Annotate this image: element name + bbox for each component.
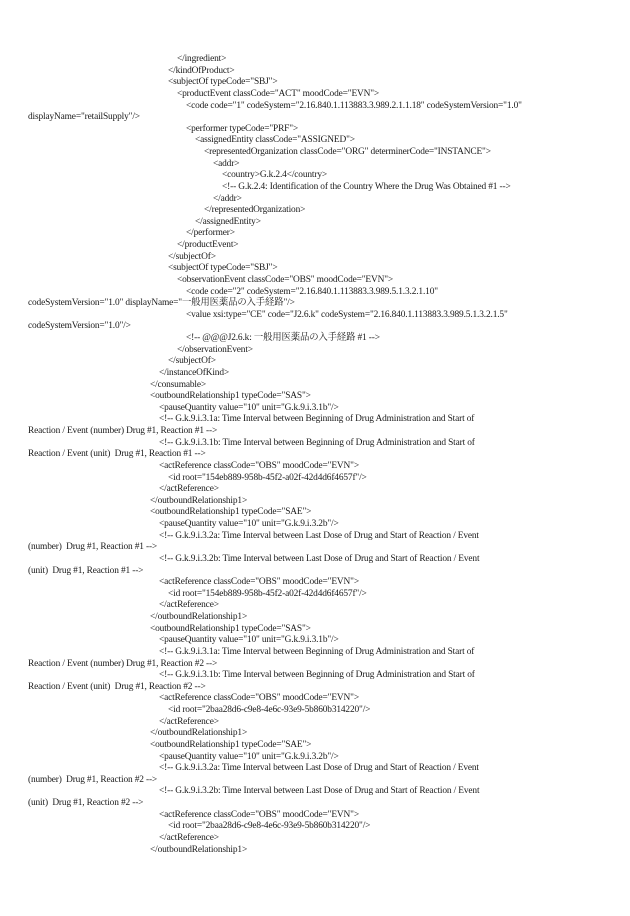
code-line: <pauseQuantity value="10" unit="G.k.9.i.3.1b"/> — [159, 402, 339, 413]
code-line: </performer> — [186, 228, 235, 239]
code-line: </actReference> — [159, 832, 219, 843]
code-line: <performer typeCode="PRF"> — [186, 123, 299, 134]
code-line: (unit) Drug #1, Reaction #2 --> — [28, 798, 144, 808]
code-line: </outboundRelationship1> — [150, 612, 248, 622]
code-line: </outboundRelationship1> — [150, 728, 248, 739]
code-line: </outboundRelationship1> — [150, 844, 248, 855]
code-line: <id root="2baa28d6-c9e8-4e6c-93e9-5b860b314220"/> — [168, 705, 371, 715]
code-line: <actReference classCode="OBS" moodCode="EVN"> — [159, 809, 359, 820]
code-line: </instanceOfKind> — [159, 367, 229, 378]
code-line: <!-- G.k.9.i.3.1a: Time Interval between Beginning of Drug Administration and Start of — [159, 646, 475, 657]
code-line: </representedOrganization> — [204, 205, 306, 216]
code-line: </actReference> — [159, 484, 219, 495]
code-line: </subjectOf> — [168, 356, 216, 367]
code-line: <!-- G.k.9.i.3.1b: Time Interval between Beginning of Drug Administration and Start of — [159, 437, 475, 448]
code-line: <!-- G.k.2.4: Identification of the Country Where the Drug Was Obtained #1 --> — [222, 181, 511, 192]
code-line: <subjectOf typeCode="SBJ"> — [168, 77, 278, 88]
code-line: displayName="retailSupply"/> — [28, 112, 140, 123]
code-line: <!-- G.k.9.i.3.1b: Time Interval between Beginning of Drug Administration and Start of — [159, 670, 475, 681]
code-line: <country>G.k.2.4</country> — [222, 170, 327, 181]
code-line: <code code="1" codeSystem="2.16.840.1.113883.3.989.2.1.1.18" codeSystemVersion="1.0" — [186, 100, 522, 111]
code-line: (number) Drug #1, Reaction #1 --> — [28, 542, 158, 553]
code-line: <actReference classCode="OBS" moodCode="EVN"> — [159, 577, 359, 588]
code-line: <pauseQuantity value="10" unit="G.k.9.i.3.2b"/> — [159, 751, 339, 762]
code-line: <pauseQuantity value="10" unit="G.k.9.i.3.2b"/> — [159, 519, 339, 529]
code-line: <value xsi:type="CE" code="J2.6.k" codeSystem="2.16.840.1.113883.3.989.5.1.3.2.1.5" — [186, 309, 508, 320]
code-line: <assignedEntity classCode="ASSIGNED"> — [195, 135, 355, 146]
code-line: <representedOrganization classCode="ORG" determinerCode="INSTANCE"> — [204, 147, 491, 157]
code-line: </actReference> — [159, 716, 219, 727]
code-line: <outboundRelationship1 typeCode="SAE"> — [150, 739, 312, 750]
code-line: </outboundRelationship1> — [150, 495, 248, 506]
code-line: codeSystemVersion="1.0"/> — [28, 321, 131, 332]
code-line: <!-- G.k.9.i.3.2a: Time Interval between Last Dose of Drug and Start of Reaction / Event — [159, 530, 479, 541]
code-line: </observationEvent> — [177, 344, 253, 355]
code-line: <code code="2" codeSystem="2.16.840.1.113883.3.989.5.1.3.2.1.10" — [186, 286, 438, 297]
code-line: <outboundRelationship1 typeCode="SAS"> — [150, 623, 311, 634]
code-line: <id root="2baa28d6-c9e8-4e6c-93e9-5b860b314220"/> — [168, 821, 371, 832]
code-line: <!-- @@@J2.6.k: 一般用医薬品の入手経路 #1 --> — [186, 333, 380, 343]
code-line: <actReference classCode="OBS" moodCode="EVN"> — [159, 693, 359, 704]
code-line: </actReference> — [159, 600, 219, 611]
code-line: <actReference classCode="OBS" moodCode="EVN"> — [159, 460, 359, 471]
code-line: <productEvent classCode="ACT" moodCode="EVN"> — [177, 88, 380, 99]
code-line: <id root="154eb889-958b-45f2-a02f-42d4d6f4657f"/> — [168, 472, 367, 483]
code-line: <!-- G.k.9.i.3.2a: Time Interval between Last Dose of Drug and Start of Reaction / Event — [159, 763, 479, 774]
code-line: <pauseQuantity value="10" unit="G.k.9.i.3.1b"/> — [159, 635, 339, 646]
code-line: (unit) Drug #1, Reaction #1 --> — [28, 565, 144, 576]
code-line: </consumable> — [150, 379, 207, 390]
code-line: (number) Drug #1, Reaction #2 --> — [28, 774, 158, 785]
code-line: </kindOfProduct> — [168, 65, 235, 76]
code-line: Reaction / Event (number) Drug #1, Reaction #1 --> — [28, 426, 218, 436]
code-line: <subjectOf typeCode="SBJ"> — [168, 263, 278, 274]
code-line: <observationEvent classCode="OBS" moodCode="EVN"> — [177, 274, 394, 285]
code-line: </assignedEntity> — [195, 216, 261, 227]
code-line: <id root="154eb889-958b-45f2-a02f-42d4d6f4657f"/> — [168, 588, 367, 599]
code-line: </addr> — [213, 193, 242, 204]
code-line: <addr> — [213, 158, 240, 169]
code-line: <!-- G.k.9.i.3.2b: Time Interval between Last Dose of Drug and Start of Reaction / Event — [159, 553, 480, 564]
code-line: Reaction / Event (unit) Drug #1, Reaction #2 --> — [28, 681, 206, 692]
code-line: </ingredient> — [177, 54, 227, 64]
code-line: <!-- G.k.9.i.3.1a: Time Interval between Beginning of Drug Administration and Start of — [159, 414, 475, 425]
xml-code-listing — [0, 54, 630, 856]
code-line: Reaction / Event (unit) Drug #1, Reaction #1 --> — [28, 449, 206, 460]
code-line: </productEvent> — [177, 240, 239, 250]
code-line: codeSystemVersion="1.0" displayName="一般用医薬品の入手経路"/> — [28, 298, 295, 309]
code-line: Reaction / Event (number) Drug #1, Reaction #2 --> — [28, 658, 218, 669]
code-line: </subjectOf> — [168, 251, 216, 262]
code-line: <outboundRelationship1 typeCode="SAE"> — [150, 507, 312, 518]
code-line: <outboundRelationship1 typeCode="SAS"> — [150, 391, 311, 402]
code-line: <!-- G.k.9.i.3.2b: Time Interval between Last Dose of Drug and Start of Reaction / Event — [159, 786, 480, 797]
